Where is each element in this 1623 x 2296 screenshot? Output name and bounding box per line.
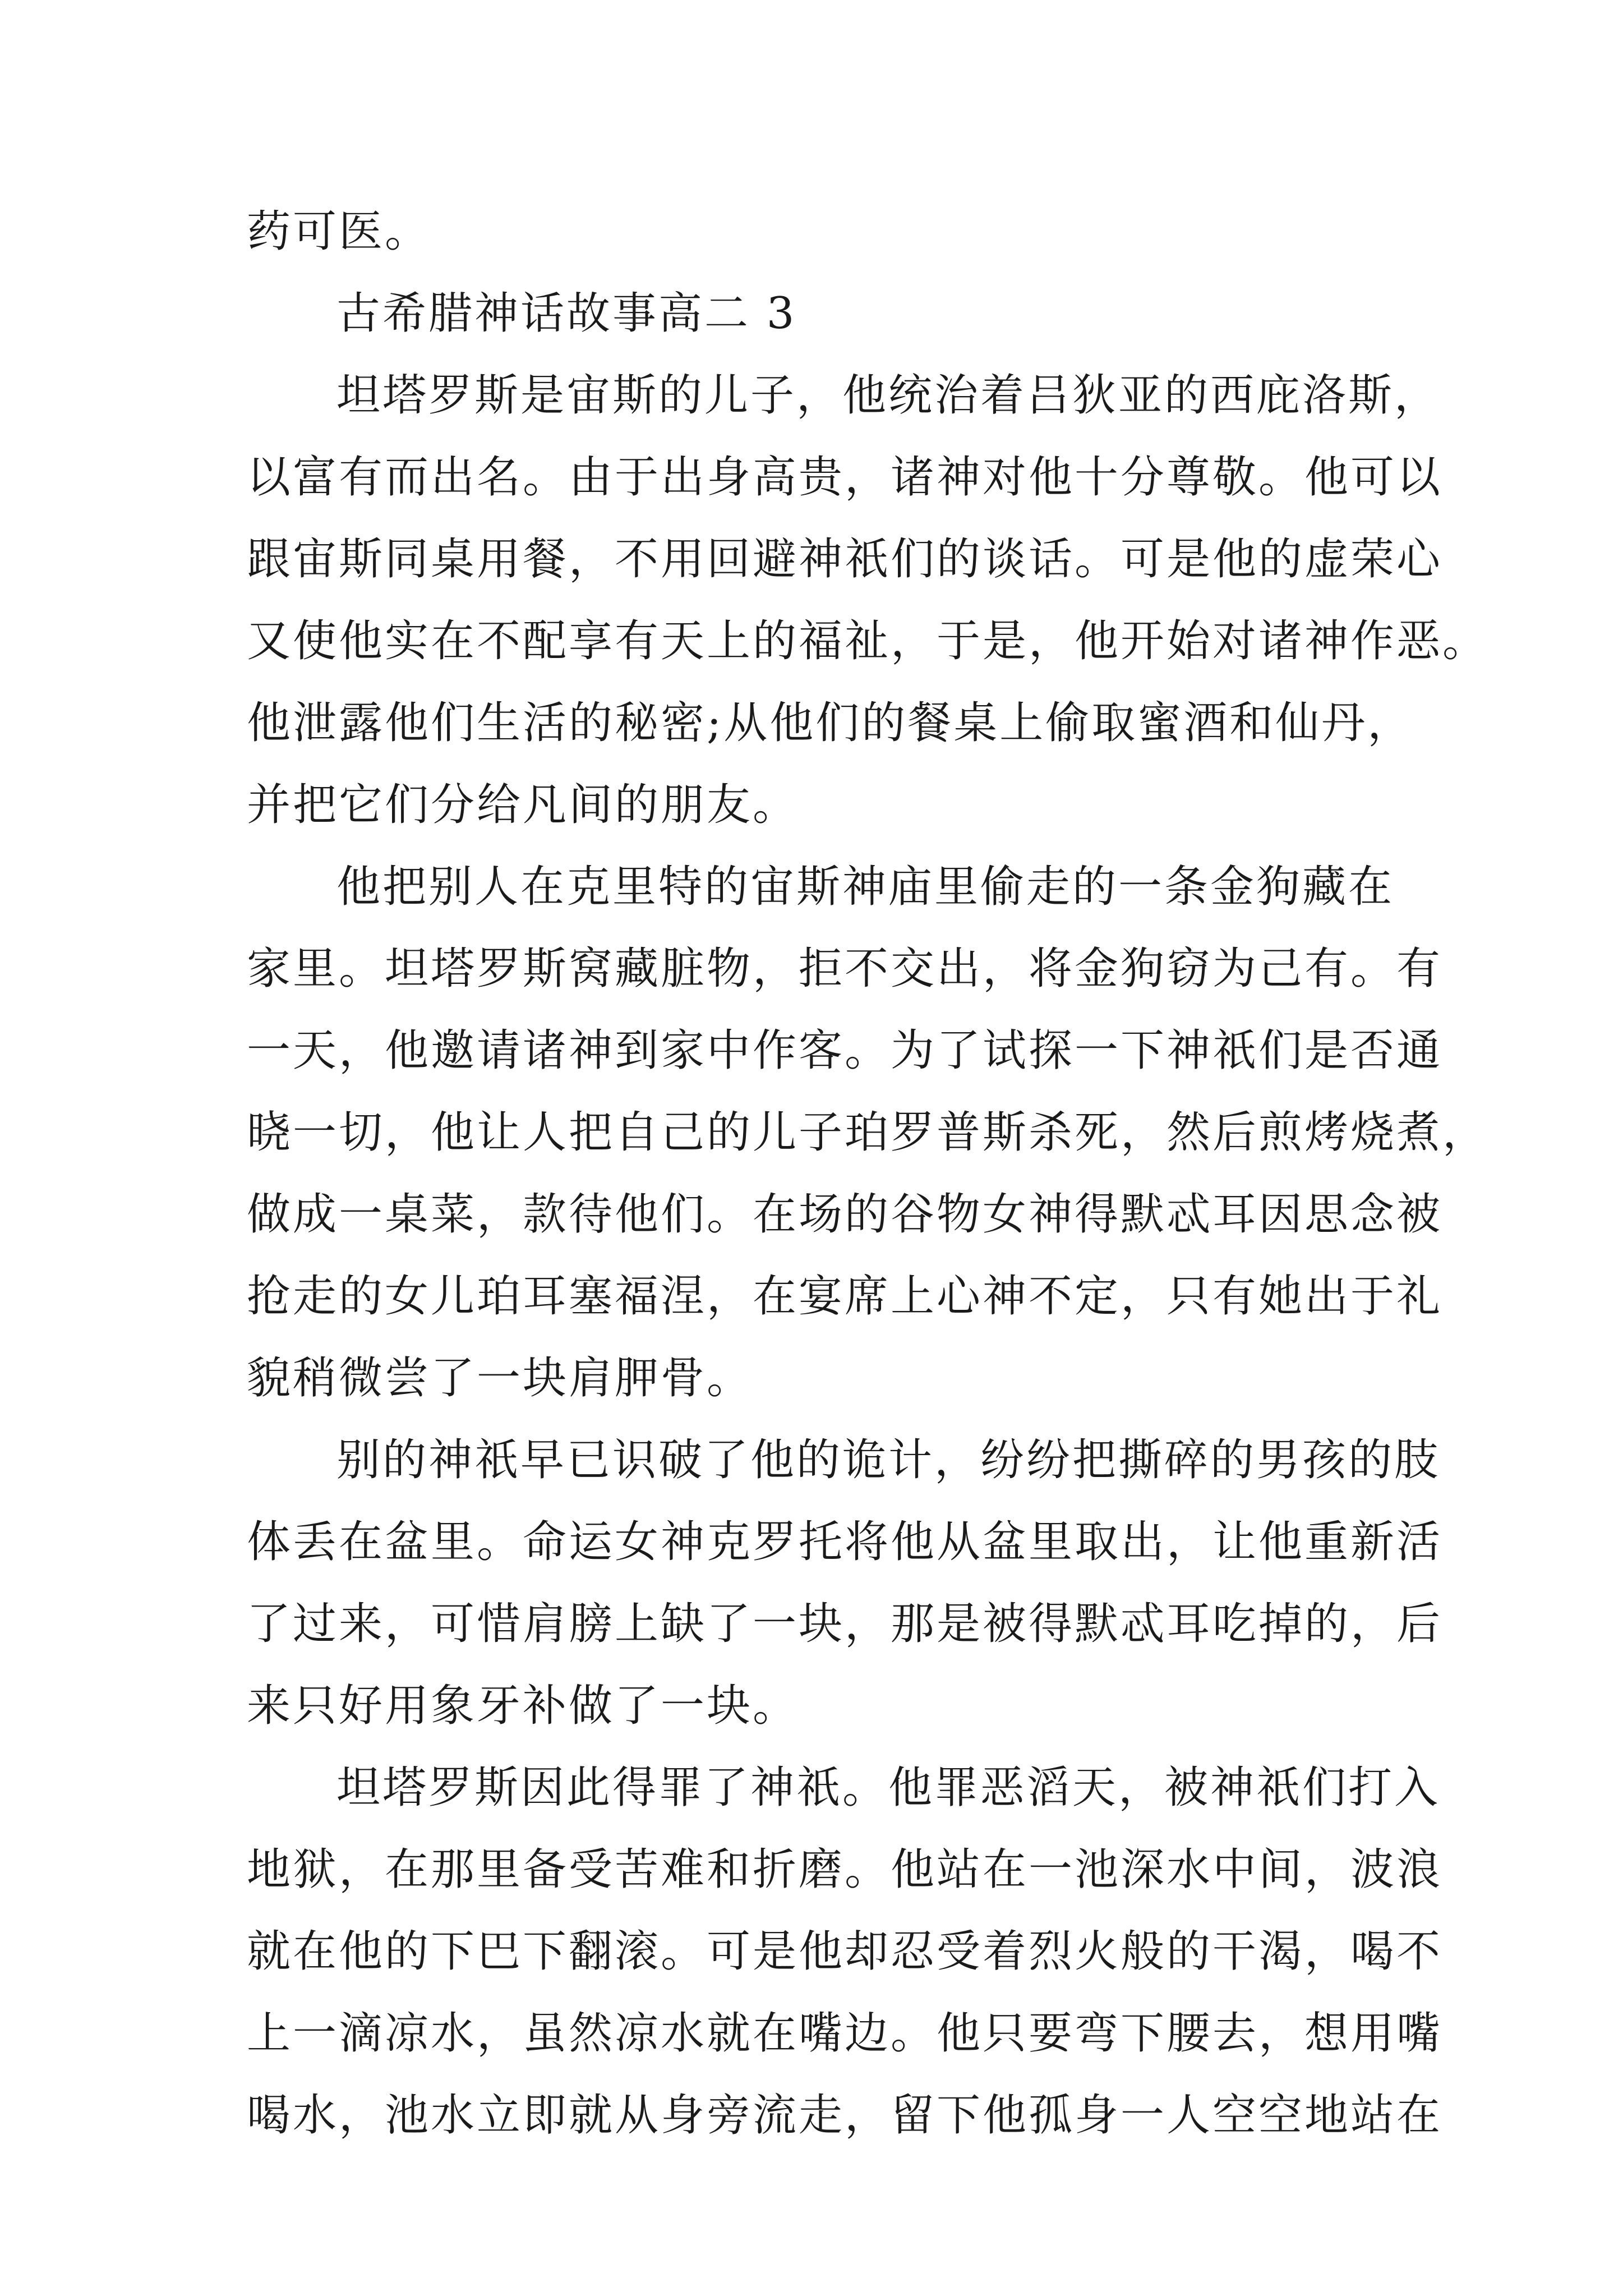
text-line: 就在他的下巴下翻滚。可是他却忍受着烈火般的干渴，喝不 [247,1926,1443,1977]
text-line: 地狱，在那里备受苦难和折磨。他站在一池深水中间，波浪 [247,1844,1443,1895]
text-line: 貌稍微尝了一块肩胛骨。 [247,1353,753,1404]
document-body [247,191,1489,2156]
text-line: 做成一桌菜，款待他们。在场的谷物女神得默忒耳因思念被 [247,1189,1443,1240]
text-line: 以富有而出名。由于出身高贵，诸神对他十分尊敬。他可以 [247,452,1443,503]
text-line: 抢走的女儿珀耳塞福涅，在宴席上心神不定，只有她出于礼 [247,1271,1443,1322]
text-line: 他把别人在克里特的宙斯神庙里偷走的一条金狗藏在 [336,862,1395,912]
text-line: 药可医。 [247,206,431,257]
text-line: 又使他实在不配享有天上的福祉，于是，他开始对诸神作恶。 [247,616,1489,666]
text-line: 一天，他邀请诸神到家中作客。为了试探一下神祇们是否通 [247,1025,1443,1076]
text-line: 他泄露他们生活的秘密;从他们的餐桌上偷取蜜酒和仙丹， [247,698,1414,748]
text-line: 坦塔罗斯是宙斯的儿子，他统治着吕狄亚的西庇洛斯， [336,370,1441,421]
text-line: 并把它们分给凡间的朋友。 [247,780,799,830]
text-line: 来只好用象牙补做了一块。 [247,1681,799,1731]
text-line: 了过来，可惜肩膀上缺了一块，那是被得默忒耳吃掉的，后 [247,1599,1443,1649]
text-line: 别的神祇早已识破了他的诡计，纷纷把撕碎的男孩的肢 [336,1435,1441,1485]
text-line: 古希腊神话故事高二 3 [336,288,797,339]
text-line: 家里。坦塔罗斯窝藏脏物，拒不交出，将金狗窃为己有。有 [247,944,1443,994]
text-line: 坦塔罗斯因此得罪了神祇。他罪恶滔天，被神祇们打入 [336,1763,1441,1813]
text-line: 跟宙斯同桌用餐，不用回避神祇们的谈话。可是他的虚荣心 [247,534,1443,585]
text-line: 喝水，池水立即就从身旁流走，留下他孤身一人空空地站在 [247,2090,1443,2141]
text-line: 上一滴凉水，虽然凉水就在嘴边。他只要弯下腰去，想用嘴 [247,2008,1443,2059]
text-line: 体丢在盆里。命运女神克罗托将他从盆里取出，让他重新活 [247,1517,1443,1567]
text-line: 晓一切，他让人把自己的儿子珀罗普斯杀死，然后煎烤烧煮， [247,1107,1489,1158]
